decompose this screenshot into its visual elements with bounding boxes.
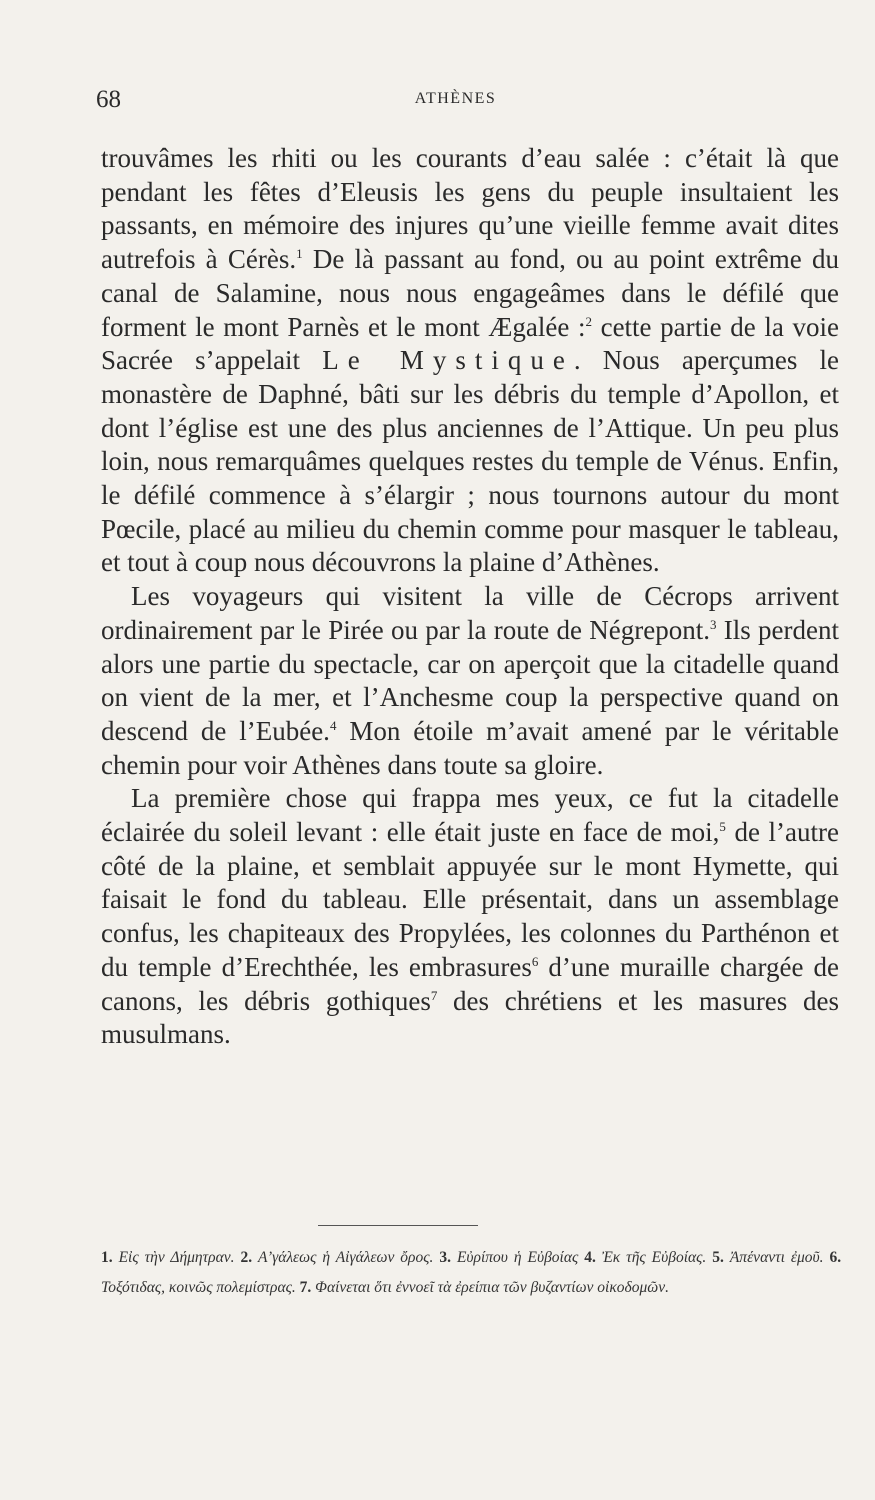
footnote-number: 6. (829, 1249, 842, 1266)
text-run: d’une muraille chargée de canons, les débris gothiques (101, 951, 839, 1016)
footnote-ref-5: 5 (719, 819, 726, 835)
text-run: . Nous aperçumes le monastère de Daphné, bâti sur les débris du temple d’Apollon, et dont l’église est une des plus anciennes de l’Attique. Un peu plus loin, nous remarquâmes quelques restes du temple de Vénus. Enfin, le défilé commence à s’élargir ; nous tournons autour du mont Pœcile, placé au milieu du chemin comme pour masquer le tableau, et tout à coup nous découvrons la plaine d’Athènes. (101, 345, 839, 578)
spaced-term: Le Mystique (322, 345, 574, 376)
footnote-text: Α’γάλεως ἡ Αἰγάλεων ὄρος. (258, 1249, 434, 1266)
footnote-ref-1: 1 (296, 246, 303, 262)
footnote-ref-2: 2 (585, 313, 592, 329)
footnote-ref-7: 7 (430, 987, 438, 1003)
text-run: De là passant au fond, ou au point extrême du canal de Salamine, nous nous engageâmes dans le défilé que forment le mont Parnès et le mont Ægalée : (101, 244, 839, 342)
text-run: Ils perdent alors une partie du spectacle, car on aperçoit que la citadelle quand on vient de la mer, et l’Anchesme coup la perspective quand on descend de l’Eubée. (101, 614, 839, 746)
paragraph-3 (101, 782, 839, 1052)
text-run: Les voyageurs qui visitent la ville de Cécrops arrivent ordinairement par le Pirée ou par la route de Négrepont. (101, 581, 839, 645)
footnote-number: 1. (101, 1249, 113, 1266)
footnote-rule (318, 1225, 478, 1226)
paragraph-1 (101, 142, 839, 580)
footnote-text: Εἰς τὴν Δήμητραν. (118, 1249, 235, 1266)
footnote-text: Τοξότιδας, κοινῶς πολεμίστρας. (101, 1279, 296, 1296)
footnote-text: Ἀπέναντι ἐμοῦ. (729, 1249, 824, 1266)
text-run: La première chose qui frappa mes yeux, ce fut la citadelle éclairée du soleil levant : elle était juste en face de moi, (101, 783, 839, 848)
footnote-ref-3: 3 (709, 616, 717, 632)
footnotes (101, 1243, 841, 1303)
footnote-ref-4: 4 (329, 717, 337, 733)
footnote-number: 7. (299, 1279, 312, 1296)
footnote-text: Φαίνεται ὅτι ἐννοεῖ τὰ ἐρείπια τῶν βυζαντίων οἰκοδομῶν. (315, 1279, 669, 1296)
footnote-text: Εὐρίπου ἡ Εὐβοίας (456, 1249, 579, 1266)
text-run: de l’autre côté de la plaine, et semblait appuyée sur le mont Hymette, qui faisait le fond du tableau. Elle présentait, dans un assemblage confus, les chapiteaux des Propylées, les colonnes du Parthénon et du temple d’Erechthée, les embrasures (101, 817, 840, 982)
footnote-text: Ἐκ τῆς Εὐβοίας. (601, 1249, 707, 1266)
main-text (101, 142, 839, 1052)
text-run: trouvâmes les rhiti ou les courants d’eau salée : c’était là que pendant les fêtes d’Eleusis les gens du peuple insultaient les passants, en mémoire des injures qu’une vieille femme avait dites autrefois à Cérès. (101, 143, 839, 275)
text-run: Mon étoile m’avait amené par le véritable chemin pour voir Athènes dans toute sa gloire. (101, 715, 839, 780)
page-header (96, 86, 815, 120)
text-run: cette partie de la voie Sacrée s’appelait (101, 311, 839, 376)
footnote-number: 3. (439, 1249, 451, 1266)
page-number: 68 (96, 86, 121, 113)
paragraph-2 (101, 580, 839, 782)
running-title: ATHÈNES (414, 90, 497, 107)
footnote-number: 4. (584, 1249, 596, 1266)
footnote-number: 5. (712, 1249, 724, 1266)
text-run: des chrétiens et les masures des musulmans. (101, 985, 840, 1050)
footnote-number: 2. (240, 1249, 253, 1266)
footnote-ref-6: 6 (531, 953, 539, 969)
